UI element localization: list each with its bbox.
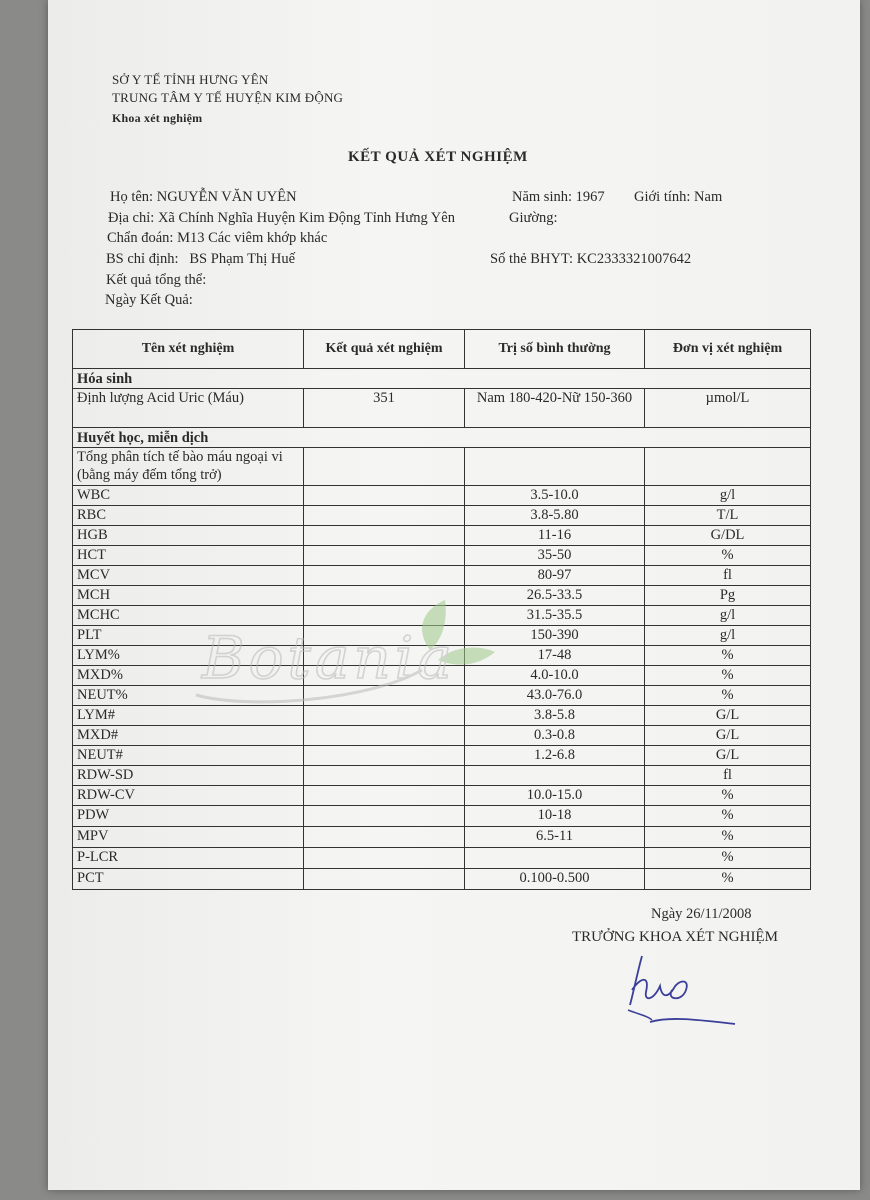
normal-range-cell: [465, 448, 645, 486]
birth-year: Năm sinh: 1967: [512, 189, 605, 205]
table-row: [73, 486, 811, 506]
unit-cell: %: [645, 806, 811, 827]
test-name-cell: Định lượng Acid Uric (Máu): [73, 389, 304, 428]
col-header-normal: Trị số bình thường: [465, 330, 645, 369]
unit-cell: fl: [645, 566, 811, 586]
test-name-cell: RDW-SD: [73, 766, 304, 786]
unit-cell: Pg: [645, 586, 811, 606]
signature: [620, 950, 750, 1035]
normal-range-cell: 17-48: [465, 646, 645, 666]
normal-range-cell: 80-97: [465, 566, 645, 586]
unit-cell: %: [645, 686, 811, 706]
signer-title: TRƯỞNG KHOA XÉT NGHIỆM: [572, 929, 778, 945]
unit-cell: %: [645, 786, 811, 806]
normal-range-cell: 26.5-33.5: [465, 586, 645, 606]
test-name-cell: LYM%: [73, 646, 304, 666]
normal-range-cell: 4.0-10.0: [465, 666, 645, 686]
test-name-cell: Tổng phân tích tế bào máu ngoại vi (bằng máy đếm tổng trở): [73, 448, 304, 486]
test-name-cell: NEUT#: [73, 746, 304, 766]
normal-range-cell: 3.8-5.80: [465, 506, 645, 526]
table-row: [73, 566, 811, 586]
normal-range-cell: 10-18: [465, 806, 645, 827]
normal-range-cell: 10.0-15.0: [465, 786, 645, 806]
unit-cell: g/l: [645, 626, 811, 646]
result-cell: [304, 746, 465, 766]
unit-cell: %: [645, 666, 811, 686]
result-cell: 351: [304, 389, 465, 428]
page-title: KẾT QUẢ XÉT NGHIỆM: [348, 149, 528, 165]
normal-range-cell: [465, 766, 645, 786]
table-row: [73, 786, 811, 806]
diagnosis: Chẩn đoán: M13 Các viêm khớp khác: [107, 230, 328, 246]
result-date-label: Ngày Kết Quả:: [105, 292, 193, 308]
insurance-number: Số thẻ BHYT: KC2333321007642: [490, 251, 692, 267]
result-cell: [304, 506, 465, 526]
test-name-cell: WBC: [73, 486, 304, 506]
unit-cell: G/L: [645, 706, 811, 726]
col-header-unit: Đơn vị xét nghiệm: [645, 330, 811, 369]
overall-result-label: Kết quả tổng thể:: [106, 272, 207, 288]
unit-cell: %: [645, 827, 811, 848]
col-header-result: Kết quả xét nghiệm: [304, 330, 465, 369]
table-row: [73, 746, 811, 766]
table-row: [73, 827, 811, 848]
table-row: [73, 869, 811, 890]
test-name-cell: MCV: [73, 566, 304, 586]
test-name-cell: HGB: [73, 526, 304, 546]
result-cell: [304, 566, 465, 586]
test-name-cell: P-LCR: [73, 848, 304, 869]
unit-cell: G/L: [645, 726, 811, 746]
table-row: [73, 546, 811, 566]
report-date: Ngày 26/11/2008: [651, 906, 752, 922]
table-row: [73, 389, 811, 428]
unit-cell: G/L: [645, 746, 811, 766]
lab-name: Khoa xét nghiệm: [112, 111, 203, 125]
watermark-text: Botania: [202, 624, 456, 692]
table-row: [73, 726, 811, 746]
test-name-cell: PLT: [73, 626, 304, 646]
test-name-cell: PDW: [73, 806, 304, 827]
test-name-cell: LYM#: [73, 706, 304, 726]
test-name-cell: HCT: [73, 546, 304, 566]
test-name-cell: RBC: [73, 506, 304, 526]
result-cell: [304, 827, 465, 848]
unit-cell: T/L: [645, 506, 811, 526]
section-title: Huyết học, miễn dịch: [73, 428, 811, 448]
normal-range-cell: 43.0-76.0: [465, 686, 645, 706]
normal-range-cell: 0.3-0.8: [465, 726, 645, 746]
test-name-cell: PCT: [73, 869, 304, 890]
normal-range-cell: 150-390: [465, 626, 645, 646]
test-name-cell: MXD%: [73, 666, 304, 686]
unit-cell: g/l: [645, 606, 811, 626]
test-name-cell: MCH: [73, 586, 304, 606]
unit-cell: G/DL: [645, 526, 811, 546]
result-cell: [304, 766, 465, 786]
unit-cell: fl: [645, 766, 811, 786]
table-row: [73, 806, 811, 827]
test-name-cell: RDW-CV: [73, 786, 304, 806]
doctor: BS chỉ định: BS Phạm Thị Huế: [106, 251, 296, 267]
gender: Giới tính: Nam: [634, 189, 723, 205]
section-title: Hóa sinh: [73, 369, 811, 389]
result-cell: [304, 869, 465, 890]
center-name: TRUNG TÂM Y TẾ HUYỆN KIM ĐỘNG: [112, 90, 344, 105]
normal-range-cell: 0.100-0.500: [465, 869, 645, 890]
table-header: [73, 330, 811, 369]
result-cell: [304, 848, 465, 869]
normal-range-cell: 3.8-5.8: [465, 706, 645, 726]
normal-range-cell: [465, 848, 645, 869]
patient-name: Họ tên: NGUYỄN VĂN UYÊN: [110, 189, 297, 205]
normal-range-cell: 1.2-6.8: [465, 746, 645, 766]
test-name-cell: MCHC: [73, 606, 304, 626]
unit-cell: %: [645, 848, 811, 869]
result-cell: [304, 526, 465, 546]
unit-cell: %: [645, 869, 811, 890]
section-row: [73, 428, 811, 448]
table-row: [73, 526, 811, 546]
normal-range-cell: 6.5-11: [465, 827, 645, 848]
test-name-cell: MXD#: [73, 726, 304, 746]
test-name-cell: MPV: [73, 827, 304, 848]
bed-label: Giường:: [509, 210, 558, 226]
normal-range-cell: 3.5-10.0: [465, 486, 645, 506]
table-row: [73, 848, 811, 869]
unit-cell: [645, 448, 811, 486]
table-row: [73, 448, 811, 486]
table-row: [73, 506, 811, 526]
normal-range-cell: 11-16: [465, 526, 645, 546]
unit-cell: %: [645, 646, 811, 666]
unit-cell: µmol/L: [645, 389, 811, 428]
normal-range-cell: Nam 180-420-Nữ 150-360: [465, 389, 645, 428]
result-cell: [304, 806, 465, 827]
result-cell: [304, 448, 465, 486]
unit-cell: g/l: [645, 486, 811, 506]
table-row: [73, 766, 811, 786]
result-cell: [304, 786, 465, 806]
normal-range-cell: 31.5-35.5: [465, 606, 645, 626]
result-cell: [304, 726, 465, 746]
address: Địa chỉ: Xã Chính Nghĩa Huyện Kim Động Tỉnh Hưng Yên: [108, 210, 455, 226]
result-cell: [304, 546, 465, 566]
test-name-cell: NEUT%: [73, 686, 304, 706]
result-cell: [304, 486, 465, 506]
unit-cell: %: [645, 546, 811, 566]
botania-watermark: [190, 600, 500, 710]
section-row: [73, 369, 811, 389]
normal-range-cell: 35-50: [465, 546, 645, 566]
department-name: SỞ Y TẾ TỈNH HƯNG YÊN: [112, 72, 269, 87]
col-header-test: Tên xét nghiệm: [73, 330, 304, 369]
